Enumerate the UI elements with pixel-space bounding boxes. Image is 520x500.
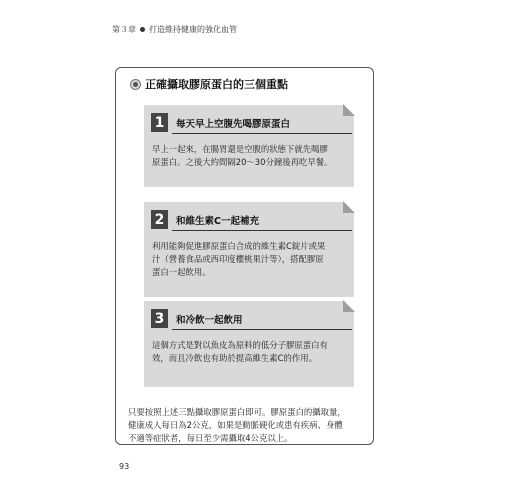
heading-rule <box>172 230 352 231</box>
point-heading-3: 和冷飲一起飲用 <box>176 315 243 326</box>
folded-corner-icon <box>343 104 355 116</box>
point-heading-2: 和維生素C一起補充 <box>176 216 259 227</box>
tip-box <box>115 67 374 445</box>
heading-rule <box>172 329 352 330</box>
point-body-line: 這個方式是對以魚皮為原料的低分子膠原蛋白有 <box>152 340 328 350</box>
tip-box-title <box>130 76 288 92</box>
point-card-3 <box>144 301 354 387</box>
chapter-title: 打造維持健康的強化血管 <box>149 25 237 34</box>
folded-corner-icon <box>343 201 355 213</box>
summary-paragraph <box>128 406 365 445</box>
heading-rule <box>172 133 352 134</box>
point-card-1 <box>144 105 354 187</box>
point-body-line: 利用能夠促進膠原蛋白合成的維生素C錠片或果 <box>152 241 326 251</box>
folded-corner-icon <box>343 300 355 312</box>
point-number-2: 2 <box>151 210 168 229</box>
point-body-2 <box>152 240 346 279</box>
point-body-3 <box>152 339 346 365</box>
bullet-dot-icon <box>140 27 145 32</box>
summary-line: 只要按照上述三點攝取膠原蛋白即可。膠原蛋白的攝取量， <box>128 407 346 417</box>
point-body-line: 蛋白一起飲用。 <box>152 267 211 277</box>
point-heading-1: 每天早上空腹先喝膠原蛋白 <box>176 119 291 130</box>
page-number: 93 <box>119 462 130 471</box>
point-body-line: 效，而且冷飲也有助於提高維生素C的作用。 <box>152 353 317 363</box>
point-number-1: 1 <box>151 113 168 132</box>
summary-line: 不適等症狀者，每日至少需攝取4公克以上。 <box>128 433 293 443</box>
running-header <box>112 24 237 35</box>
tip-box-heading: 正確攝取膠原蛋白的三個重點 <box>145 78 288 91</box>
point-number-3: 3 <box>151 309 168 328</box>
point-body-line: 早上一起來，在腸胃還是空腹的狀態下就先喝膠 <box>152 144 328 154</box>
target-circle-icon <box>130 79 141 90</box>
point-body-line: 汁（營養食品或西印度櫻桃果汁等），搭配膠原 <box>152 254 324 264</box>
point-card-2 <box>144 202 354 297</box>
point-body-1 <box>152 143 346 169</box>
point-body-line: 原蛋白。之後大約間隔20～30分鐘後再吃早餐。 <box>152 157 333 167</box>
chapter-label: 第３章 <box>112 25 136 34</box>
summary-line: 健康成人每日為2公克，如果是動脈硬化或患有疾病、身體 <box>128 420 343 430</box>
